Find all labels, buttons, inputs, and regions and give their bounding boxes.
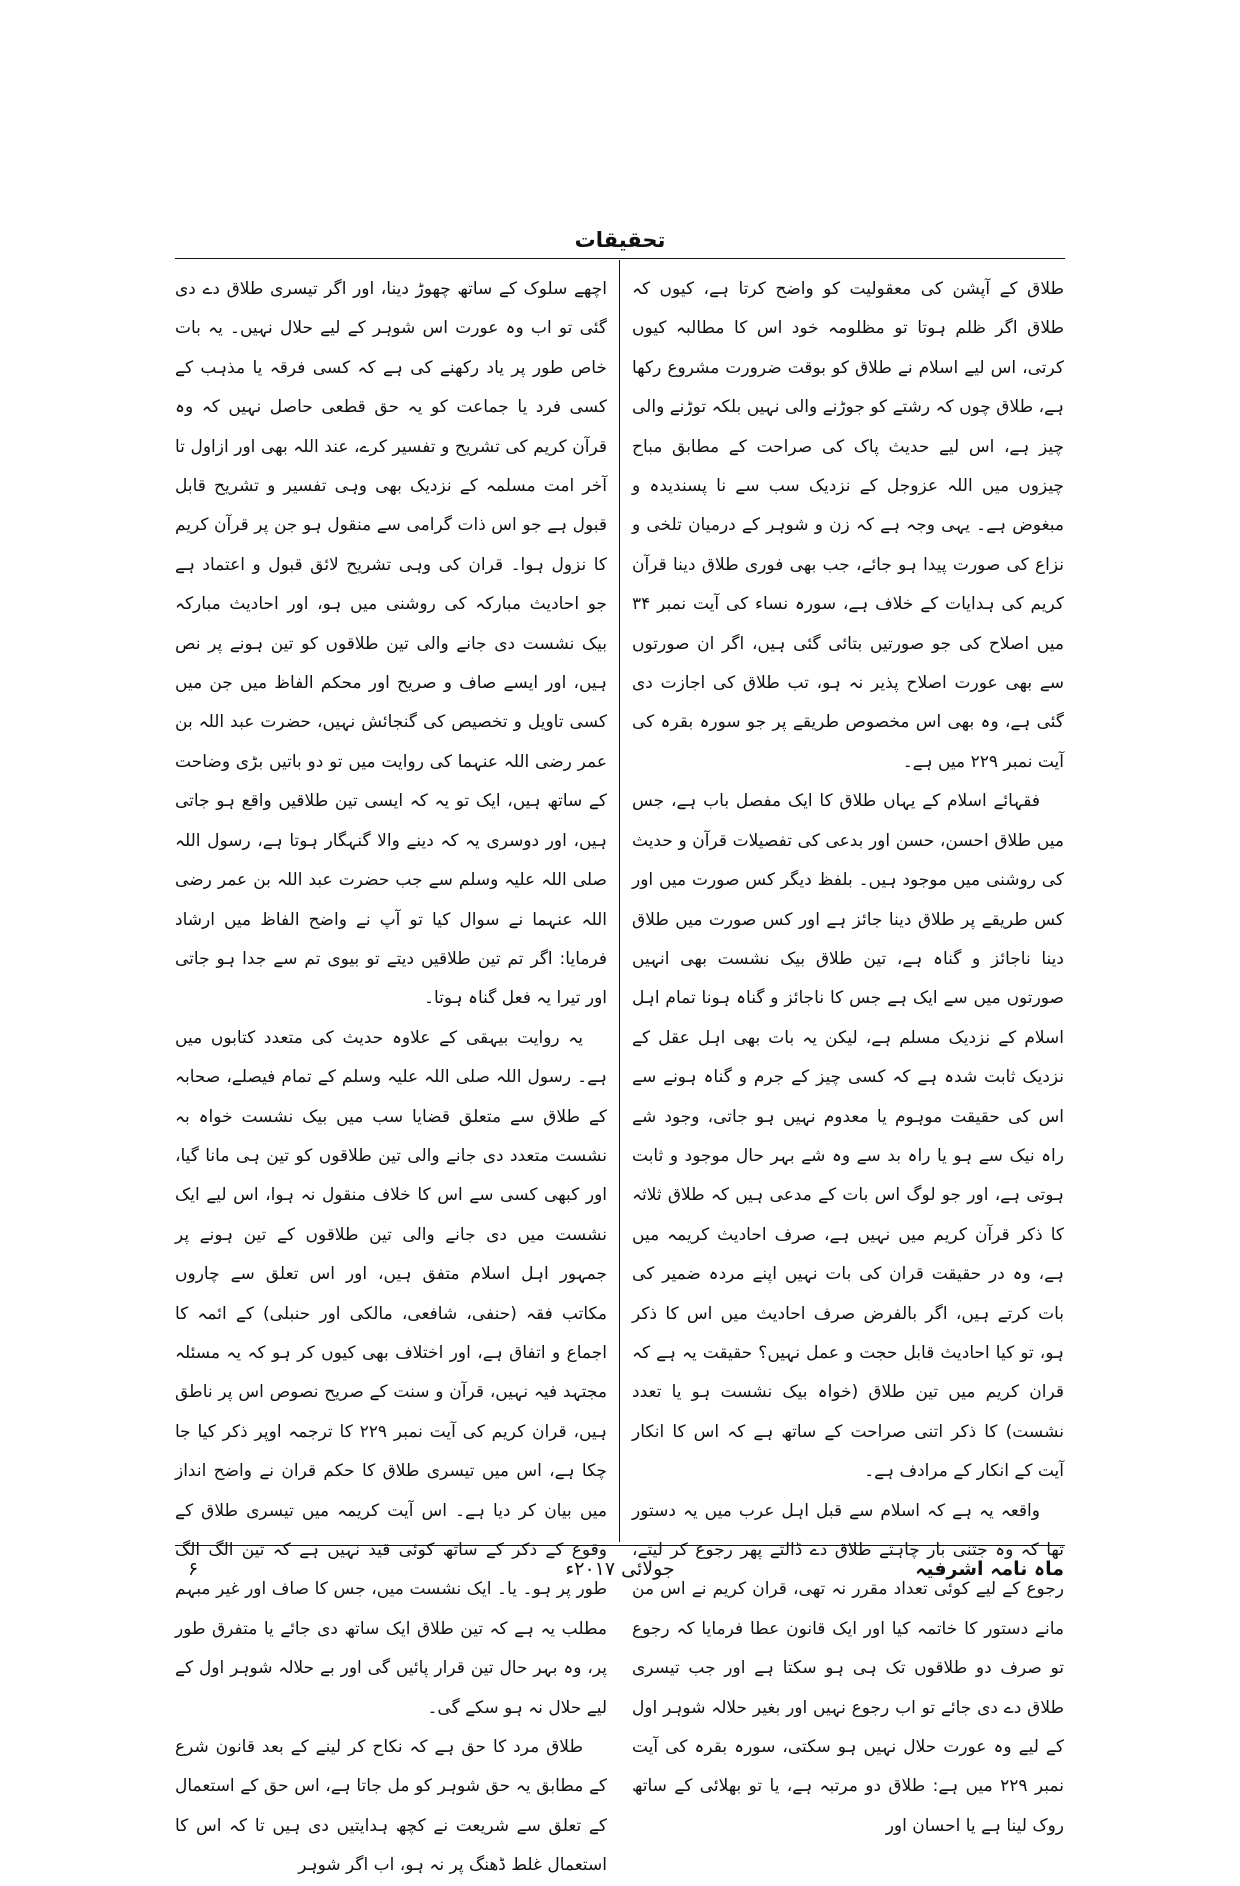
- footer-issue-date: جولائی ۲۰۱۷ء: [565, 1558, 675, 1580]
- column-divider: [619, 260, 620, 1542]
- paragraph: طلاق مرد کا حق ہے کہ نکاح کر لینے کے بعد قانون شرع کے مطابق یہ حق شوہر کو مل جاتا ہے، اس حق کے استعمال کے تعلق سے شریعت نے کچھ ہدایتیں دی ہیں تا کہ اس کا استعمال غلط ڈھنگ پر نہ ہو، اب اگر شوہر: [175, 1737, 607, 1876]
- paragraph: یہ روایت بیہقی کے علاوہ حدیث کی متعدد کتابوں میں ہے۔ رسول اللہ صلی اللہ علیہ وسلم کے تمام فیصلے، صحابہ کے طلاق سے متعلق قضایا سب میں بیک نشست خواہ بہ نشست متعدد دی جانے والی تین طلاقوں کو تین ہی مانا گیا، اور کبھی کسی سے اس کا خلاف منقول نہ ہوا، اس لیے ایک نشست میں دی جانے والی تین طلاقوں کے تین ہونے پر جمہور اہل اسلام متفق ہیں، اور اس تعلق سے چاروں مکاتب فقہ (حنفی، شافعی، مالکی اور حنبلی) کے ائمہ کا اجماع و اتفاق ہے، اور اختلاف بھی کیوں کر ہو کہ یہ مسئلہ مجتہد فیہ نہیں، قرآن و سنت کے صریح نصوص اس پر ناطق ہیں، قران کریم کی آیت نمبر ۲۲۹ کا ترجمہ اوپر ذکر کیا جا چکا ہے، اس میں تیسری طلاق کا حکم قران نے واضح انداز میں بیان کر دیا ہے۔ اس آیت کریمہ میں تیسری طلاق کے وقوع کے ذکر کے ساتھ کوئی قید نہیں ہے کہ تین الگ الگ طور پر ہو۔ یا۔ ایک نشست میں، جس کا صاف اور غیر مبہم مطلب یہ ہے کہ تین طلاق ایک ساتھ دی جائے یا متفرق طور پر، وہ بہر حال تین قرار پائیں گی اور بے حلالہ شوہر اول کے لیے حلال نہ ہو سکے گی۔: [175, 1027, 607, 1718]
- footer-magazine-name: ماہ نامہ اشرفیہ: [915, 1558, 1064, 1580]
- paragraph: اچھے سلوک کے ساتھ چھوڑ دینا، اور اگر تیسری طلاق دے دی گئی تو اب وہ عورت اس شوہر کے لیے حلال نہیں۔ یہ بات خاص طور پر یاد رکھنے کی ہے کہ کسی فرقہ یا مذہب کے کسی فرد یا جماعت کو یہ حق قطعی حاصل نہیں کہ وہ قرآن کریم کی تشریح و تفسیر کرے، عند اللہ بھی اور ازاول تا آخر امت مسلمہ کے نزدیک بھی وہی تفسیر و تشریح قابل قبول ہے جو اس ذات گرامی سے منقول ہو جن پر قرآن کریم کا نزول ہوا۔ قران کی وہی تشریح لائق قبول و اعتماد ہے جو احادیث مبارکہ کی روشنی میں ہو، اور احادیث مبارکہ بیک نشست دی جانے والی تین طلاقوں کو تین ہونے پر نص ہیں، اور ایسے صاف و صریح اور محکم الفاظ میں جن میں کسی تاویل و تخصیص کی گنجائش نہیں، حضرت عبد اللہ بن عمر رضی اللہ عنہما کی روایت میں تو دو باتیں بڑی وضاحت کے ساتھ ہیں، ایک تو یہ کہ ایسی تین طلاقیں واقع ہو جاتی ہیں، اور دوسری یہ کہ دینے والا گنہگار ہوتا ہے، رسول اللہ صلی اللہ علیہ وسلم سے جب حضرت عبد اللہ بن عمر رضی اللہ عنہما نے سوال کیا تو آپ نے واضح الفاظ میں ارشاد فرمایا: اگر تم تین طلاقیں دیتے تو بیوی تم سے جدا ہو جاتی اور تیرا یہ فعل گناہ ہوتا۔: [175, 279, 607, 1009]
- paragraph: فقہائے اسلام کے یہاں طلاق کا ایک مفصل باب ہے، جس میں طلاق احسن، حسن اور بدعی کی تفصیلات قرآن و حدیث کی روشنی میں موجود ہیں۔ بلفظ دیگر کس صورت میں اور کس طریقے پر طلاق دینا جائز ہے اور کس صورت میں طلاق دینا ناجائز و گناہ ہے، تین طلاق بیک نشست بھی انہیں صورتوں میں سے ایک ہے جس کا ناجائز و گناہ ہونا تمام اہل اسلام کے نزدیک مسلم ہے، لیکن یہ بات بھی اہل عقل کے نزدیک ثابت شدہ ہے کہ کسی چیز کے جرم و گناہ ہونے سے اس کی حقیقت موہوم یا معدوم نہیں ہو جاتی، وجود شے راہ نیک سے ہو یا راہ بد سے وہ شے بہر حال موجود و ثابت ہوتی ہے، اور جو لوگ اس بات کے مدعی ہیں کہ طلاق ثلاثہ کا ذکر قرآن کریم میں نہیں ہے، صرف احادیث کریمہ میں ہے، وہ در حقیقت قران کی بات نہیں اپنے مردہ ضمیر کی بات کرتے ہیں، اگر بالفرض صرف احادیث میں اس کا ذکر ہو، تو کیا احادیث قابل حجت و عمل نہیں؟ حقیقت یہ ہے کہ قران کریم میں تین طلاق (خواہ بیک نشست ہو یا تعدد نشست) کا ذکر اتنی صراحت کے ساتھ ہے کہ اس کا انکار آیت کے انکار کے مرادف ہے۔: [632, 791, 1064, 1482]
- footer-divider: [175, 1545, 1065, 1546]
- article-column-left: [175, 270, 607, 1886]
- page-number: ۶: [188, 1558, 199, 1580]
- paragraph: طلاق کے آپشن کی معقولیت کو واضح کرتا ہے، کیوں کہ طلاق اگر ظلم ہوتا تو مظلومہ خود اس کا مطالبہ کیوں کرتی، اس لیے اسلام نے طلاق کو بوقت ضرورت مشروع رکھا ہے، طلاق چوں کہ رشتے کو جوڑنے والی نہیں بلکہ توڑنے والی چیز ہے، اس لیے حدیث پاک کی صراحت کے مطابق مباح چیزوں میں اللہ عزوجل کے نزدیک سب سے نا پسندیدہ و مبغوض ہے۔ یہی وجہ ہے کہ زن و شوہر کے درمیان تلخی و نزاع کی صورت پیدا ہو جائے، جب بھی فوری طلاق دینا قرآن کریم کی ہدایات کے خلاف ہے، سورہ نساء کی آیت نمبر ۳۴ میں اصلاح کی جو صورتیں بتائی گئی ہیں، اگر ان صورتوں سے بھی عورت اصلاح پذیر نہ ہو، تب طلاق کی اجازت دی گئی ہے، وہ بھی اس مخصوص طریقے پر جو سورہ بقرہ کی آیت نمبر ۲۲۹ میں ہے۔: [632, 279, 1064, 772]
- header-divider: [175, 258, 1065, 259]
- paragraph: واقعہ یہ ہے کہ اسلام سے قبل اہل عرب میں یہ دستور تھا کہ وہ جتنی بار چاہتے طلاق دے ڈالتے پھر رجوع کر لیتے، رجوع کے لیے کوئی تعداد مقرر نہ تھی، قران کریم نے اس من مانے دستور کا خاتمہ کیا اور ایک قانون عطا فرمایا کہ رجوع تو صرف دو طلاقوں تک ہی ہو سکتا ہے اور جب تیسری طلاق دے دی جائے تو اب رجوع نہیں اور بغیر حلالہ شوہر اول کے لیے وہ عورت حلال نہیں ہو سکتی، سورہ بقرہ کی آیت نمبر ۲۲۹ میں ہے: طلاق دو مرتبہ ہے، یا تو بھلائی کے ساتھ روک لینا ہے یا احسان اور: [632, 1500, 1064, 1836]
- page-title: تحقیقات: [574, 228, 666, 252]
- article-column-right: [632, 270, 1064, 1846]
